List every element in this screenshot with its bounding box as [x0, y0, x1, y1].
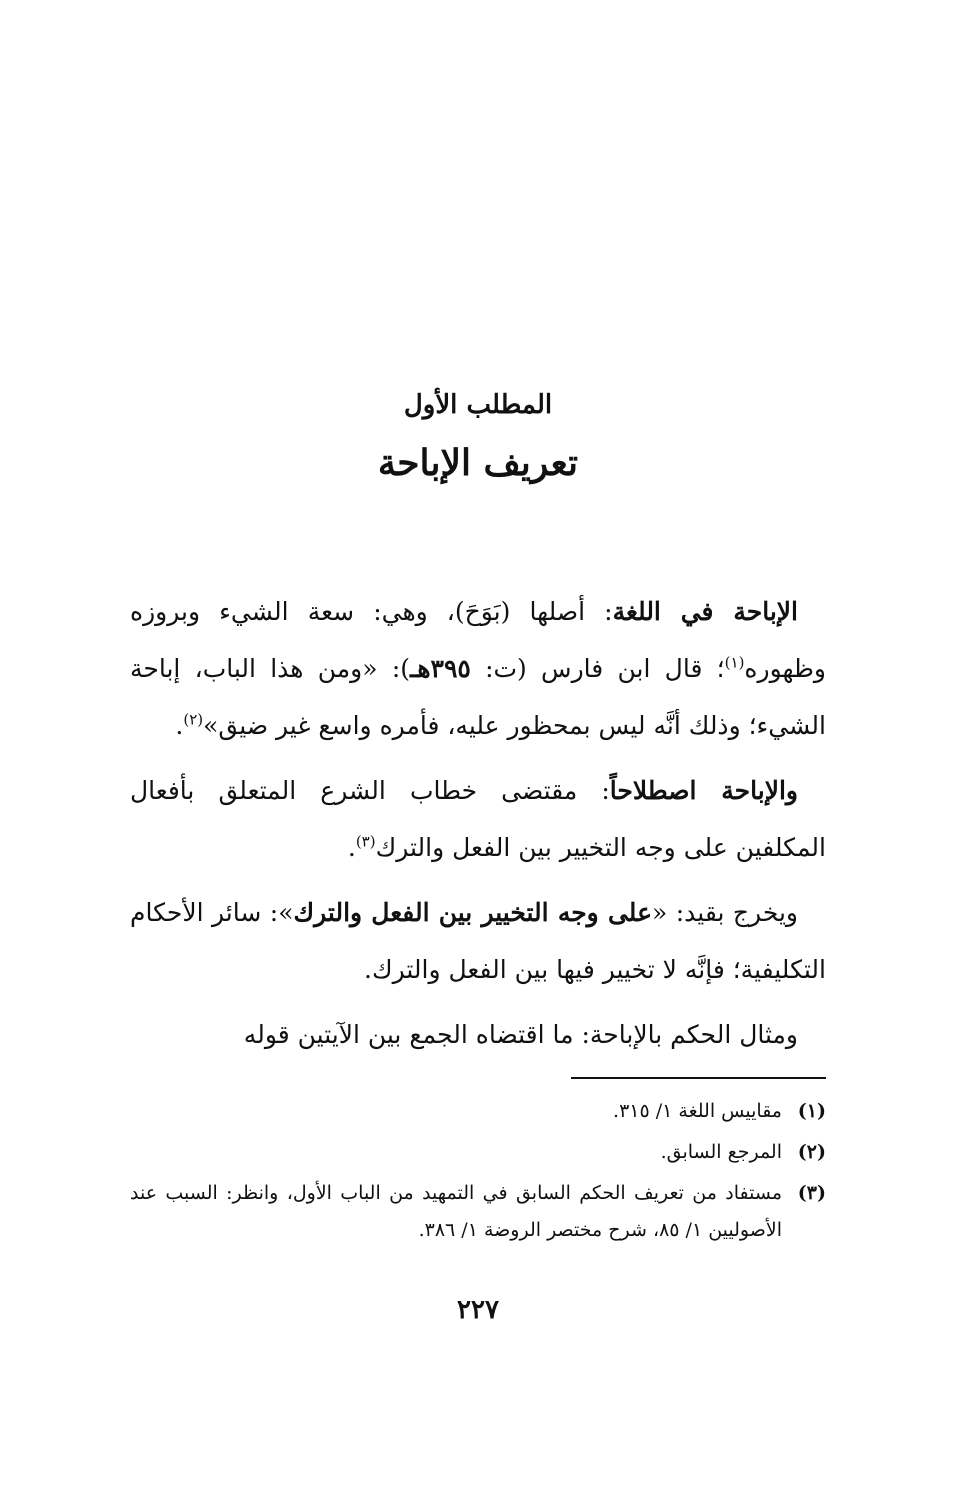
footnote-item [130, 1175, 826, 1249]
footnote-item [130, 1134, 826, 1171]
footnote-text: مقاييس اللغة ١/ ٣١٥. [613, 1100, 782, 1122]
paragraph-exclusion [130, 884, 826, 998]
term-heading: الإباحة في اللغة [612, 597, 798, 626]
term-heading: والإباحة اصطلاحاً [609, 776, 798, 805]
paragraph-text: . [175, 711, 184, 740]
footnote-item [130, 1093, 826, 1130]
paragraph-linguistic-definition [130, 583, 826, 754]
paragraph-text: ؛ قال ابن فارس (ت: [470, 654, 725, 683]
paragraph-text: ويخرج بقيد: « [652, 898, 799, 927]
footnote-number: (٣) [797, 1182, 826, 1204]
paragraph-technical-definition [130, 762, 826, 876]
paragraph-text: . [347, 833, 356, 862]
footnote-number: (٢) [797, 1141, 826, 1163]
paragraph-text: »: سائر الأحكام التكليفية؛ فإنَّه لا تخيير فيها بين الفعل والترك. [130, 898, 826, 984]
footnote-ref[interactable]: (١) [724, 653, 745, 672]
footnote-divider [571, 1077, 826, 1079]
paragraph-text: ): «ومن هذا الباب، إباحة الشيء؛ وذلك أنَّه ليس بمحظور عليه، فأمره واسع غير ضيق» [130, 654, 826, 740]
main-text [130, 583, 826, 1071]
paragraph-text: ومثال الحكم بالإباحة: ما اقتضاه الجمع بين الآيتين قوله [243, 1020, 798, 1049]
section-label: المطلب الأول [403, 390, 553, 420]
footnote-ref[interactable]: (٣) [355, 832, 376, 851]
paragraph-text: : مقتضى خطاب الشرع المتعلق بأفعال المكلفين على وجه التخيير بين الفعل والترك [130, 776, 826, 862]
footnote-text: المرجع السابق. [660, 1141, 782, 1163]
paragraph-example [130, 1006, 826, 1063]
year-value: ٣٩٥هـ [410, 654, 471, 683]
page-number: ٢٢٧ [457, 1295, 499, 1325]
footnote-number: (١) [797, 1100, 826, 1122]
footnotes [130, 1093, 826, 1253]
footnote-ref[interactable]: (٢) [183, 710, 204, 729]
section-title: تعريف الإباحة [377, 442, 579, 484]
paragraph-text: : أصلها (بَوَحَ)، وهي: سعة الشيء وبروزه وظهوره [130, 597, 827, 683]
footnote-text: مستفاد من تعريف الحكم السابق في التمهيد من الباب الأول، وانظر: السبب عند الأصوليين ١/ ٨٥، شرح مختصر الروضة ١/ ٣٨٦. [130, 1182, 782, 1241]
quoted-phrase: على وجه التخيير بين الفعل والترك [293, 898, 652, 927]
